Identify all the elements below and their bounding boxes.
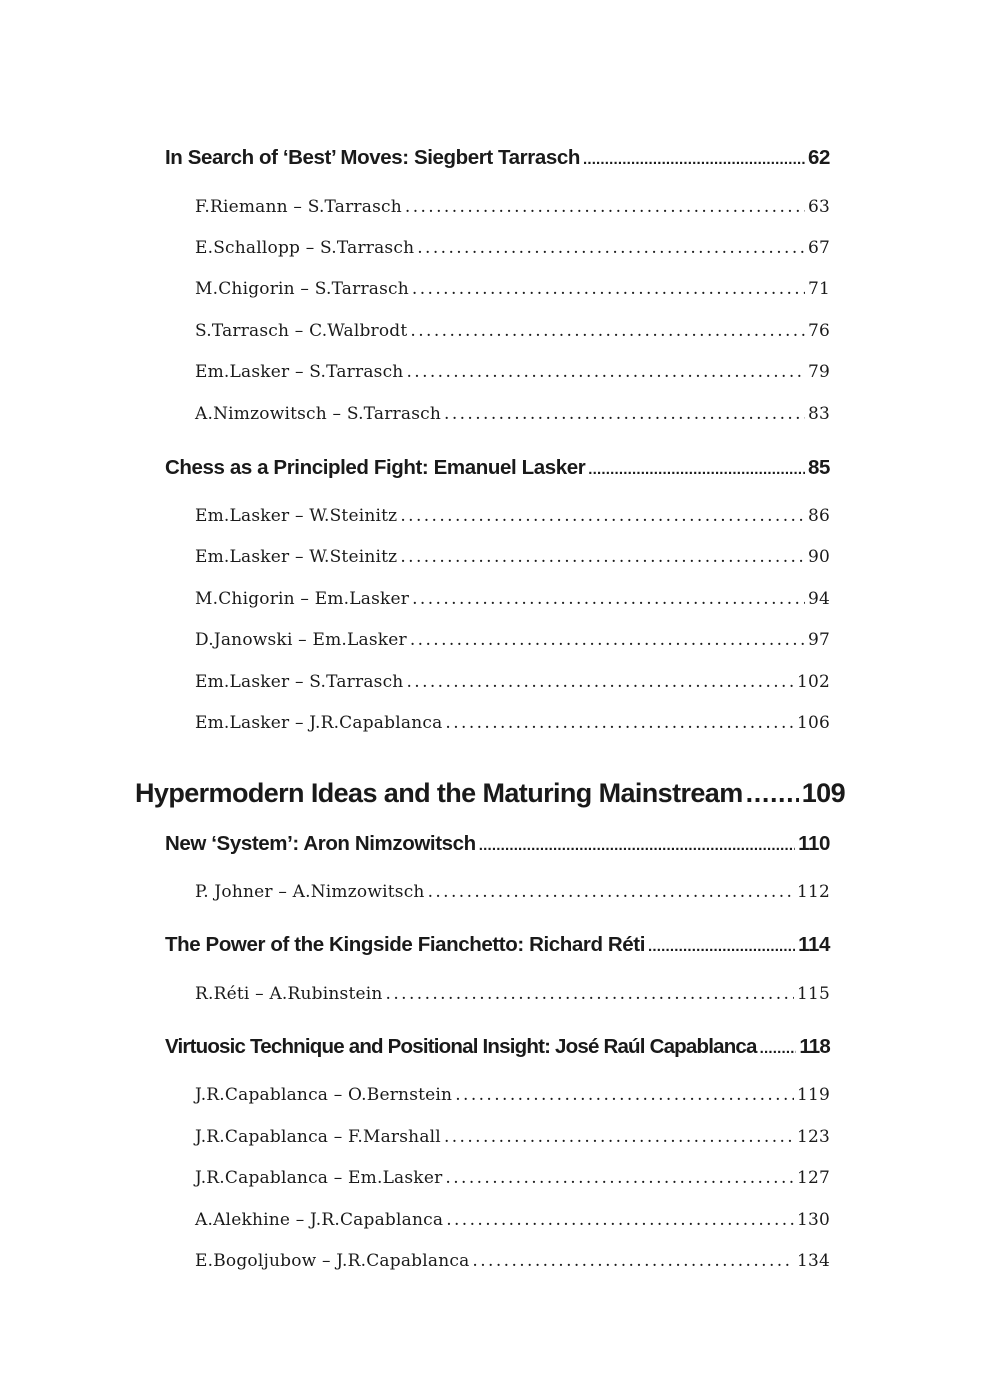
toc-game-entry — [195, 404, 830, 424]
toc-game-entry — [195, 279, 830, 299]
section-page-number: 114 — [798, 933, 830, 956]
chapter-title: Hypermodern Ideas and the Maturing Mainstream — [135, 778, 743, 808]
game-page-number: 115 — [796, 984, 830, 1004]
section-title: The Power of the Kingside Fianchetto: Richard Réti — [165, 933, 646, 956]
toc-game-entry — [195, 1127, 830, 1147]
game-page-number: 90 — [807, 547, 830, 567]
dot-leader — [406, 672, 793, 692]
dot-leader — [417, 238, 805, 258]
toc-section-lasker — [165, 456, 830, 480]
toc-game-entry — [195, 589, 830, 609]
dot-leader — [588, 456, 805, 480]
game-players: M.Chigorin – S.Tarrasch — [195, 279, 409, 299]
game-players: E.Schallopp – S.Tarrasch — [195, 238, 415, 258]
game-players: M.Chigorin – Em.Lasker — [195, 589, 410, 609]
game-players: E.Bogoljubow – J.R.Capablanca — [195, 1251, 470, 1271]
dot-leader — [746, 778, 799, 809]
toc-game-entry — [195, 1085, 830, 1105]
game-page-number: 102 — [796, 672, 830, 692]
game-players: J.R.Capablanca – Em.Lasker — [195, 1168, 443, 1188]
chapter-page-number: 109 — [801, 778, 845, 808]
toc-game-entry — [195, 713, 830, 733]
game-page-number: 106 — [796, 713, 830, 733]
game-page-number: 83 — [807, 404, 830, 424]
dot-leader — [445, 713, 794, 733]
dot-leader — [412, 589, 805, 609]
toc-game-entry — [195, 321, 830, 341]
game-page-number: 134 — [796, 1251, 830, 1271]
game-page-number: 112 — [796, 882, 830, 902]
section-page-number: 118 — [799, 1035, 830, 1058]
game-page-number: 86 — [807, 506, 830, 526]
toc-game-entry — [195, 238, 830, 258]
game-players: Em.Lasker – W.Steinitz — [195, 506, 398, 526]
game-players: F.Riemann – S.Tarrasch — [195, 197, 402, 217]
section-title: In Search of ‘Best’ Moves: Siegbert Tarrasch — [165, 146, 580, 169]
section-title: New ‘System’: Aron Nimzowitsch — [165, 832, 476, 855]
dot-leader — [405, 197, 805, 217]
game-page-number: 76 — [807, 321, 830, 341]
game-players: Em.Lasker – W.Steinitz — [195, 547, 398, 567]
toc-game-entry — [195, 547, 830, 567]
game-page-number: 123 — [796, 1127, 830, 1147]
game-page-number: 79 — [807, 362, 830, 382]
dot-leader — [410, 630, 805, 650]
dot-leader — [428, 882, 794, 902]
game-players: J.R.Capablanca – O.Bernstein — [195, 1085, 453, 1105]
toc-game-entry — [195, 197, 830, 217]
dot-leader — [410, 321, 805, 341]
dot-leader — [444, 1127, 794, 1147]
section-page-number: 62 — [807, 146, 830, 169]
game-players: A.Nimzowitsch – S.Tarrasch — [195, 404, 442, 424]
section-page-number: 110 — [798, 832, 830, 855]
section-page-number: 85 — [807, 456, 830, 479]
dot-leader — [444, 404, 805, 424]
dot-leader — [472, 1251, 794, 1271]
game-page-number: 94 — [807, 589, 830, 609]
dot-leader — [400, 547, 805, 567]
toc-game-entry — [195, 672, 830, 692]
game-players: R.Réti – A.Rubinstein — [195, 984, 383, 1004]
game-players: A.Alekhine – J.R.Capablanca — [195, 1210, 444, 1230]
dot-leader — [446, 1210, 794, 1230]
toc-game-entry — [195, 984, 830, 1004]
toc-game-entry — [195, 506, 830, 526]
toc-section-capablanca — [165, 1035, 830, 1059]
dot-leader — [760, 1035, 797, 1059]
game-page-number: 97 — [807, 630, 830, 650]
game-players: Em.Lasker – S.Tarrasch — [195, 362, 404, 382]
game-players: J.R.Capablanca – F.Marshall — [195, 1127, 441, 1147]
toc-section-nimzowitsch — [165, 832, 830, 856]
game-page-number: 119 — [796, 1085, 830, 1105]
toc-section-tarrasch — [165, 146, 830, 170]
game-players: Em.Lasker – S.Tarrasch — [195, 672, 404, 692]
game-page-number: 130 — [796, 1210, 830, 1230]
dot-leader — [445, 1168, 794, 1188]
game-players: D.Janowski – Em.Lasker — [195, 630, 407, 650]
section-title: Virtuosic Technique and Positional Insight: José Raúl Capablanca — [165, 1035, 757, 1058]
dot-leader — [400, 506, 805, 526]
dot-leader — [455, 1085, 794, 1105]
toc-section-reti — [165, 933, 830, 957]
toc-game-entry — [195, 630, 830, 650]
game-page-number: 127 — [796, 1168, 830, 1188]
toc-game-entry — [195, 1251, 830, 1271]
toc-game-entry — [195, 362, 830, 382]
game-players: P. Johner – A.Nimzowitsch — [195, 882, 425, 902]
game-page-number: 71 — [807, 279, 830, 299]
game-page-number: 63 — [807, 197, 830, 217]
toc-game-entry — [195, 1210, 830, 1230]
dot-leader — [406, 362, 804, 382]
game-players: S.Tarrasch – C.Walbrodt — [195, 321, 408, 341]
toc-game-entry — [195, 1168, 830, 1188]
dot-leader — [479, 832, 795, 856]
game-page-number: 67 — [807, 238, 830, 258]
toc-chapter-hypermodern — [135, 778, 845, 809]
dot-leader — [648, 933, 795, 957]
game-players: Em.Lasker – J.R.Capablanca — [195, 713, 443, 733]
toc-game-entry — [195, 882, 830, 902]
section-title: Chess as a Principled Fight: Emanuel Lasker — [165, 456, 586, 479]
dot-leader — [583, 146, 805, 170]
dot-leader — [386, 984, 794, 1004]
dot-leader — [412, 279, 805, 299]
